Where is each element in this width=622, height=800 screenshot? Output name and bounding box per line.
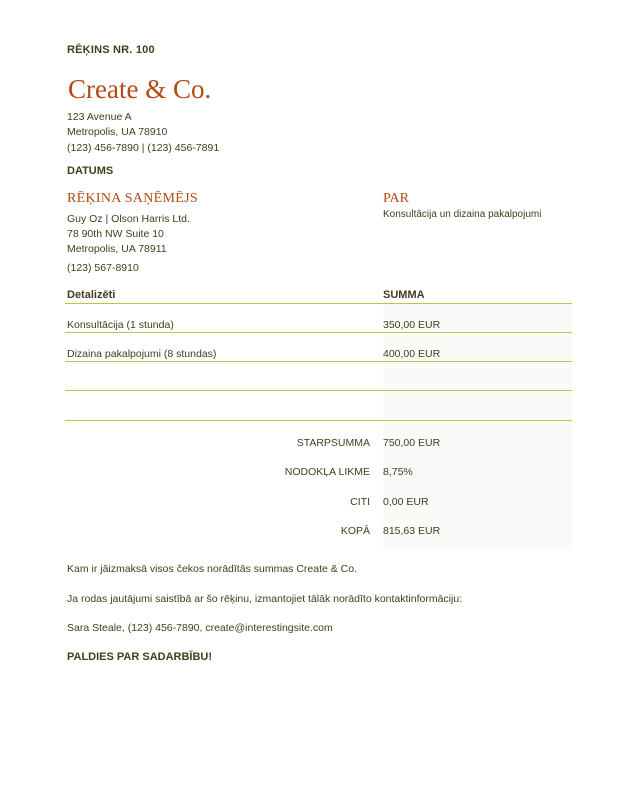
row-1-detail: Konsultācija (1 stunda) <box>67 319 174 331</box>
for-description: Konsultācija un dizaina pakalpojumi <box>383 209 542 220</box>
amount-column-background <box>383 304 572 549</box>
table-header-detail: Detalizēti <box>67 289 116 301</box>
recipient-phone: (123) 567-8910 <box>67 262 139 274</box>
subtotal-value: 750,00 EUR <box>383 437 441 449</box>
recipient-address <box>67 212 190 257</box>
other-label: CITI <box>350 496 370 508</box>
tax-label: NODOKĻA LIKME <box>284 466 370 478</box>
date-label: DATUMS <box>67 165 114 177</box>
recipient-line1: Guy Oz | Olson Harris Ltd. <box>67 213 190 225</box>
other-value: 0,00 EUR <box>383 496 429 508</box>
recipient-line2: 78 90th NW Suite 10 <box>67 228 164 240</box>
invoice-number: RĒĶINS NR. 100 <box>67 44 155 56</box>
total-value: 815,63 EUR <box>383 525 441 537</box>
total-label: KOPĀ <box>340 525 370 537</box>
contact-info: Sara Steale, (123) 456-7890, create@interestingsite.com <box>67 622 333 634</box>
company-name: Create & Co. <box>68 74 212 104</box>
row-1-amount: 350,00 EUR <box>383 319 441 331</box>
company-address-line2: Metropolis, UA 78910 <box>67 126 168 138</box>
row-2-detail: Dizaina pakalpojumi (8 stundas) <box>67 348 217 360</box>
table-divider <box>65 303 572 304</box>
payment-note: Kam ir jāizmaksā visos čekos norādītās summas Create & Co. <box>67 563 358 575</box>
subtotal-label: STARPSUMMA <box>296 437 370 449</box>
table-divider <box>65 361 572 362</box>
company-phone: (123) 456-7890 | (123) 456-7891 <box>67 142 220 154</box>
questions-note: Ja rodas jautājumi saistībā ar šo rēķinu, izmantojiet tālāk norādīto kontaktinformāciju: <box>67 593 463 605</box>
for-heading: PAR <box>383 191 409 206</box>
company-address-line1: 123 Avenue A <box>67 111 132 123</box>
company-address <box>67 110 167 140</box>
row-2-amount: 400,00 EUR <box>383 348 441 360</box>
recipient-heading: RĒĶINA SAŅĒMĒJS <box>67 191 198 206</box>
table-divider <box>65 420 572 421</box>
recipient-line3: Metropolis, UA 78911 <box>67 243 167 255</box>
table-header-amount: SUMMA <box>383 289 425 301</box>
table-divider <box>65 332 572 333</box>
thank-you-message: PALDIES PAR SADARBĪBU! <box>67 651 213 663</box>
table-divider <box>65 390 572 391</box>
tax-value: 8,75% <box>383 466 413 478</box>
